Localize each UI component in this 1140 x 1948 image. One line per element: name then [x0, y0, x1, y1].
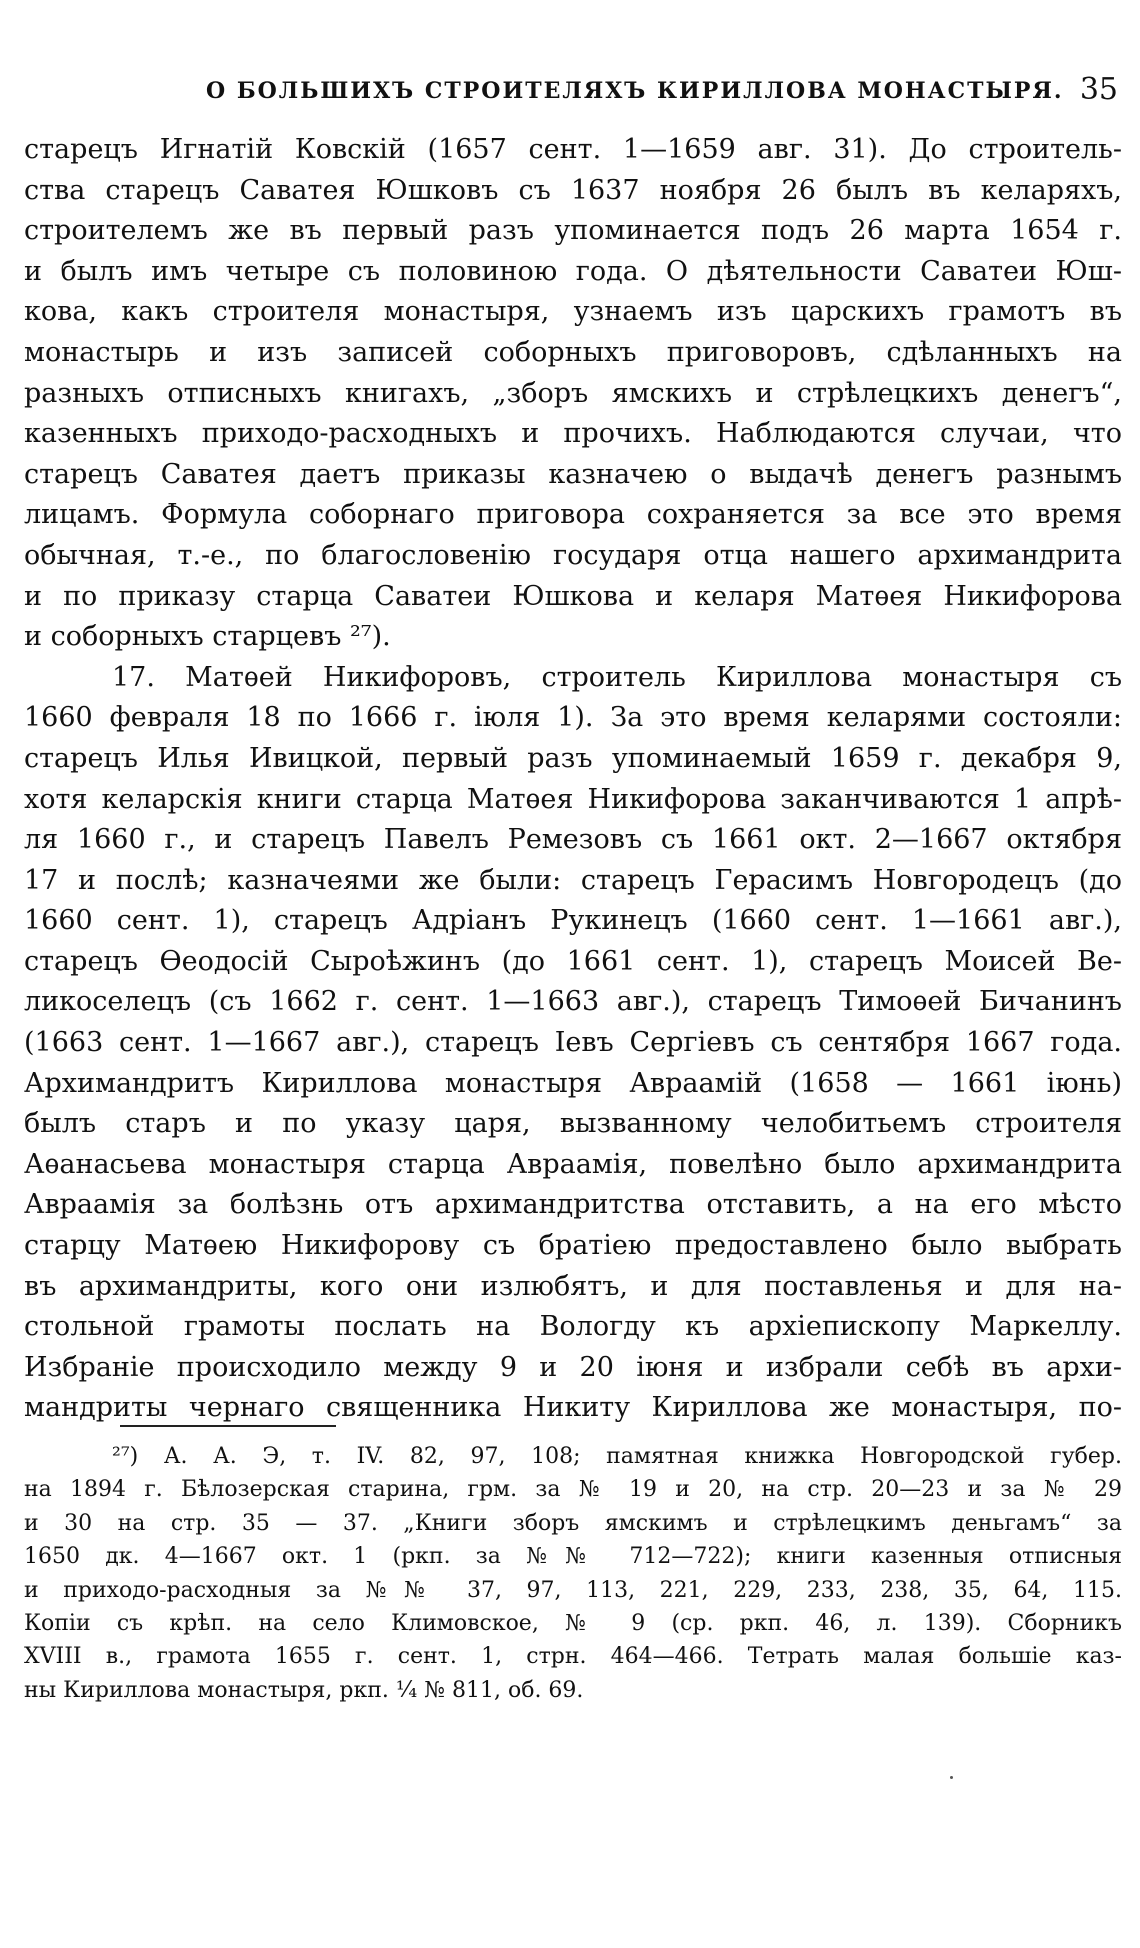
text-line: Избраніе происходило между 9 и 20 іюня и избрали себѣ въ архи-: [24, 1351, 1122, 1383]
text-line: (1663 сент. 1—1667 авг.), старецъ Іевъ Сергіевъ съ сентября 1667 года.: [24, 1027, 1122, 1059]
text-line: 17. Матѳей Никифоровъ, строитель Кириллова монастыря съ: [112, 661, 1122, 693]
text-line: обычная, т.-е., по благословенію государя отца нашего архимандрита: [24, 539, 1122, 571]
text-line: старцу Матѳею Никифорову съ братіею предоставлено было выбрать: [24, 1230, 1122, 1262]
text-line: старецъ Саватея даетъ приказы казначею о выдачѣ денегъ разнымъ: [24, 458, 1122, 490]
footnote-divider: [120, 1425, 336, 1427]
text-line: Аѳанасьева монастыря старца Авраамія, повелѣно было архимандрита: [24, 1148, 1122, 1180]
text-line: казенныхъ приходо-расходныхъ и прочихъ. Наблюдаются случаи, что: [24, 418, 1122, 450]
text-line: мандриты чернаго священника Никиту Кириллова же монастыря, по-: [24, 1392, 1122, 1424]
text-line: хотя келарскія книги старца Матѳея Никифорова заканчиваются 1 апрѣ-: [24, 783, 1122, 815]
footnote-line: и 30 на стр. 35 — 37. „Книги зборъ ямскимъ и стрѣлецкимъ деньгамъ“ за: [24, 1510, 1122, 1536]
running-title: О БОЛЬШИХЪ СТРОИТЕЛЯХЪ КИРИЛЛОВА МОНАСТЫРЯ.: [206, 78, 1064, 104]
footnotes: [24, 1440, 1122, 1707]
text-line: Архимандритъ Кириллова монастыря Авраамій (1658 — 1661 іюнь): [24, 1067, 1122, 1099]
text-line: ликоселецъ (съ 1662 г. сент. 1—1663 авг.), старецъ Тимоѳей Бичанинъ: [24, 986, 1122, 1018]
text-line: старецъ Илья Ивицкой, первый разъ упоминаемый 1659 г. декабря 9,: [24, 742, 1122, 774]
text-line: въ архимандриты, кого они излюбятъ, и для поставленья и для на-: [24, 1270, 1122, 1302]
text-line: разныхъ отписныхъ книгахъ, „зборъ ямскихъ и стрѣлецкихъ денегъ“,: [24, 377, 1122, 409]
footnote-line: ²⁷) А. А. Э, т. IV. 82, 97, 108; памятная книжка Новгородской губер.: [112, 1444, 1122, 1469]
footnote-line: 1650 дк. 4—1667 окт. 1 (ркп. за №№ 712—722); книги казенныя отписныя: [24, 1544, 1122, 1570]
text-line: ля 1660 г., и старецъ Павелъ Ремезовъ съ 1661 окт. 2—1667 октября: [24, 824, 1122, 856]
text-line: и былъ имъ четыре съ половиною года. О дѣятельности Саватеи Юш-: [24, 255, 1122, 287]
text-line: 17 и послѣ; казначеями же были: старецъ Герасимъ Новгородецъ (до: [24, 864, 1122, 896]
text-line: ства старецъ Саватея Юшковъ съ 1637 ноября 26 былъ въ келаряхъ,: [24, 174, 1122, 206]
footnote-line: ны Кириллова монастыря, ркп. ¹⁄₄ № 811, об. 69.: [24, 1677, 584, 1703]
text-line: 1660 сент. 1), старецъ Адріанъ Рукинецъ (1660 сент. 1—1661 авг.),: [24, 905, 1122, 937]
text-line: старецъ Игнатій Ковскій (1657 сент. 1—1659 авг. 31). До строитель-: [24, 134, 1122, 165]
footnote-line: XVIII в., грамота 1655 г. сент. 1, стрн. 464—466. Тетрать малая большіе каз-: [24, 1644, 1122, 1670]
text-line: старецъ Ѳеодосій Сыроѣжинъ (до 1661 сент. 1), старецъ Моисей Ве-: [24, 945, 1122, 977]
text-line: стольной грамоты послать на Вологду къ архіепископу Маркеллу.: [24, 1311, 1122, 1343]
text-line: былъ старъ и по указу царя, вызванному челобитьемъ строителя: [24, 1108, 1122, 1140]
footnote-line: и приходо-расходныя за №№ 37, 97, 113, 221, 229, 233, 238, 35, 64, 115.: [24, 1577, 1122, 1603]
footnote-line: на 1894 г. Бѣлозерская старина, грм. за № 19 и 20, на стр. 20—23 и за № 29: [24, 1477, 1122, 1503]
text-line: кова, какъ строителя монастыря, узнаемъ изъ царскихъ грамотъ въ: [24, 296, 1122, 328]
text-line: монастырь и изъ записей соборныхъ приговоровъ, сдѣланныхъ на: [24, 336, 1122, 368]
footnote-line: Копіи съ крѣп. на село Климовское, № 9 (ср. ркп. 46, л. 139). Сборникъ: [24, 1610, 1122, 1636]
text-line: Авраамія за болѣзнь отъ архимандритства отставить, а на его мѣсто: [24, 1189, 1122, 1221]
text-line: и соборныхъ старцевъ ²⁷).: [24, 621, 391, 653]
text-line: лицамъ. Формула соборнаго приговора сохраняется за все это время: [24, 499, 1122, 531]
running-header: [206, 72, 1122, 118]
main-text: [24, 130, 1122, 1429]
text-line: строителемъ же въ первый разъ упоминается подъ 26 марта 1654 г.: [24, 215, 1122, 247]
text-line: и по приказу старца Саватеи Юшкова и келаря Матѳея Никифорова: [24, 580, 1122, 612]
print-speck: [950, 1776, 953, 1779]
text-line: 1660 февраля 18 по 1666 г. іюля 1). За это время келарями состояли:: [24, 702, 1122, 734]
page-number: 35: [1079, 72, 1118, 107]
